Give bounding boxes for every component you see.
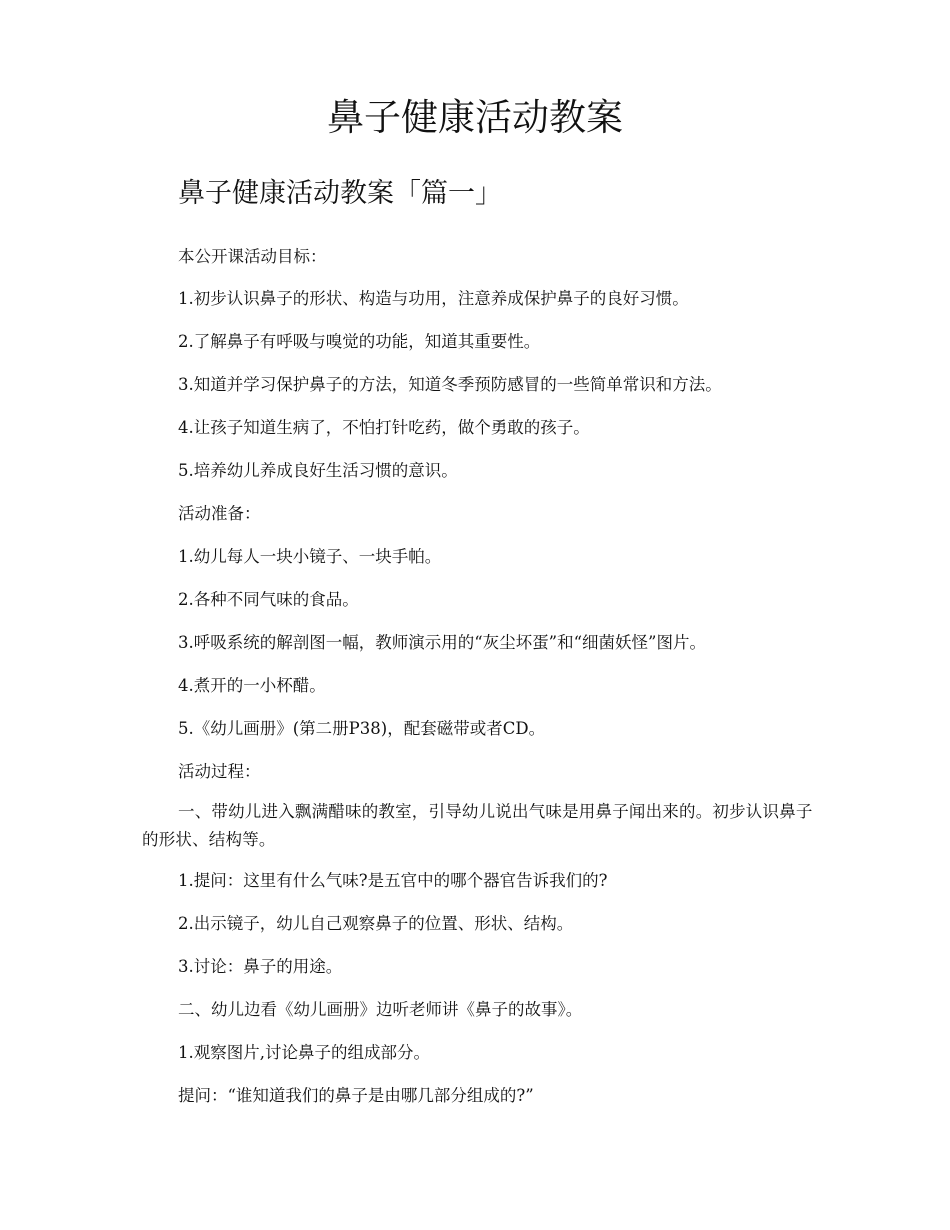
paragraph-objective-1: 1.初步认识鼻子的形状、构造与功用，注意养成保护鼻子的良好习惯。 bbox=[178, 289, 689, 308]
paragraph-process-1-3: 3.讨论：鼻子的用途。 bbox=[178, 957, 343, 976]
paragraph-objective-5: 5.培养幼儿养成良好生活习惯的意识。 bbox=[178, 461, 458, 480]
paragraph-process-2-1: 1.观察图片,讨论鼻子的组成部分。 bbox=[178, 1043, 430, 1062]
paragraph-process-step-2: 二、幼儿边看《幼儿画册》边听老师讲《鼻子的故事》。 bbox=[178, 1000, 583, 1019]
paragraph-preparation-4: 4.煮开的一小杯醋。 bbox=[178, 676, 326, 695]
paragraph-objective-3: 3.知道并学习保护鼻子的方法，知道冬季预防感冒的一些简单常识和方法。 bbox=[178, 375, 722, 394]
paragraph-process-1-2: 2.出示镜子，幼儿自己观察鼻子的位置、形状、结构。 bbox=[178, 914, 574, 933]
paragraph-objectives-heading: 本公开课活动目标： bbox=[178, 247, 327, 266]
paragraph-objective-4: 4.让孩子知道生病了，不怕打针吃药，做个勇敢的孩子。 bbox=[178, 418, 590, 437]
paragraph-objective-2: 2.了解鼻子有呼吸与嗅觉的功能，知道其重要性。 bbox=[178, 332, 541, 351]
document-title: 鼻子健康活动教案 bbox=[327, 96, 623, 139]
paragraph-preparation-1: 1.幼儿每人一块小镜子、一块手帕。 bbox=[178, 547, 442, 566]
paragraph-preparation-5: 5.《幼儿画册》(第二册P38)，配套磁带或者CD。 bbox=[178, 719, 546, 738]
paragraph-preparation-3: 3.呼吸系统的解剖图一幅，教师演示用的“灰尘坏蛋”和“细菌妖怪”图片。 bbox=[178, 633, 706, 652]
paragraph-preparation-2: 2.各种不同气味的食品。 bbox=[178, 590, 359, 609]
paragraph-process-1-1: 1.提问：这里有什么气味?是五官中的哪个器官告诉我们的? bbox=[178, 871, 608, 890]
paragraph-process-2-question: 提问：“谁知道我们的鼻子是由哪几部分组成的?” bbox=[178, 1086, 534, 1105]
paragraph-preparation-heading: 活动准备： bbox=[178, 504, 261, 523]
paragraph-process-step-1: 一、带幼儿进入飘满醋味的教室，引导幼儿说出气味是用鼻子闻出来的。初步认识鼻子的形状、结构等。 bbox=[142, 802, 813, 849]
paragraph-process-heading: 活动过程： bbox=[178, 762, 261, 781]
section-heading: 鼻子健康活动教案「篇一」 bbox=[178, 178, 502, 209]
